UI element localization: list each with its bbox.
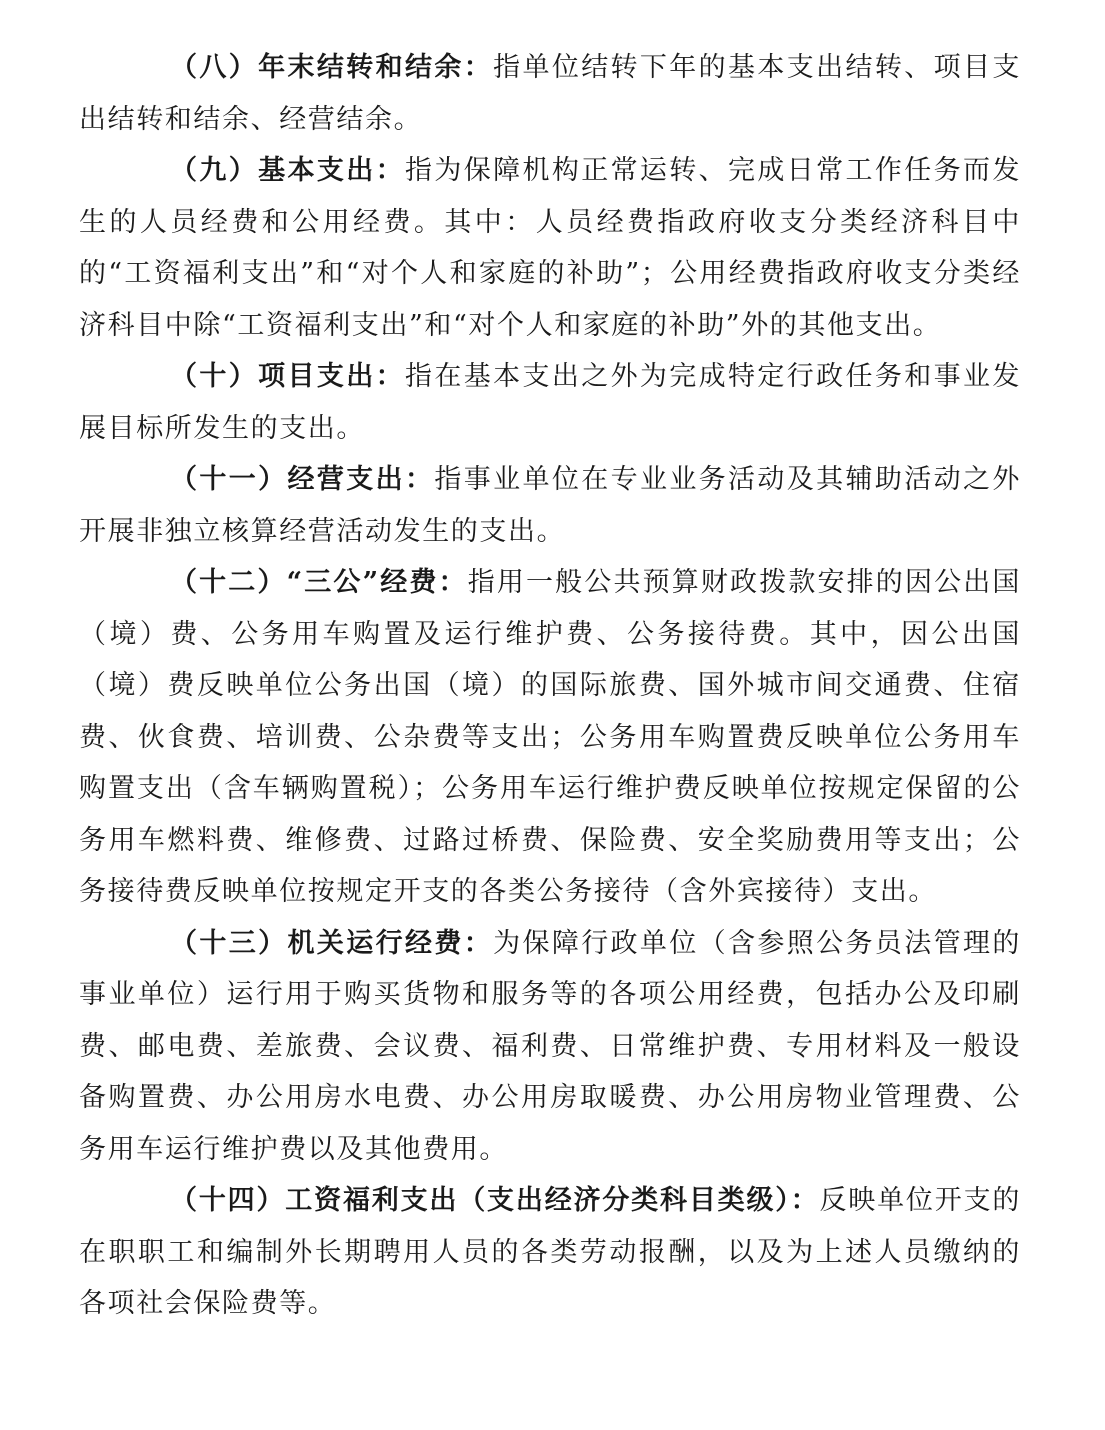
definition-year-end-carryover: 指单位结转下年的基本支出结转、项目支出结转和结余、经营结余。 [79, 52, 1021, 135]
definition-wages-welfare: 反映单位开支的在职职工和编制外长期聘用人员的各类劳动报酬，以及为上述人员缴纳的各项社会保险费等。 [79, 1185, 1021, 1319]
definition-agency-operating-funds: 为保障行政单位（含参照公务员法管理的事业单位）运行用于购买货物和服务等的各项公用经费，包括办公及印刷费、邮电费、差旅费、会议费、福利费、日常维护费、专用材料及一般设备购置费、办公用房水电费、办公用房取暖费、办公用房物业管理费、公务用车运行维护费以及其他费用。 [79, 927, 1021, 1165]
paragraph-agency-operating-funds [79, 918, 1021, 1176]
term-year-end-carryover: （八）年末结转和结余： [170, 52, 494, 83]
paragraph-project-expenditure [79, 351, 1021, 454]
definition-three-public-expenses: 指用一般公共预算财政拨款安排的因公出国（境）费、公务用车购置及运行维护费、公务接待费。其中，因公出国（境）费反映单位公务出国（境）的国际旅费、国外城市间交通费、住宿费、伙食费、培训费、公杂费等支出；公务用车购置费反映单位公务用车购置支出（含车辆购置税）；公务用车运行维护费反映单位按规定保留的公务用车燃料费、维修费、过路过桥费、保险费、安全奖励费用等支出；公务接待费反映单位按规定开支的各类公务接待（含外宾接待）支出。 [79, 567, 1021, 907]
document-page [79, 42, 1021, 1330]
definition-project-expenditure: 指在基本支出之外为完成特定行政任务和事业发展目标所发生的支出。 [79, 361, 1021, 444]
paragraph-operating-expenditure [79, 454, 1021, 557]
term-basic-expenditure: （九）基本支出： [170, 155, 405, 186]
term-wages-welfare: （十四）工资福利支出（支出经济分类科目类级）： [170, 1185, 820, 1216]
paragraph-wages-welfare [79, 1175, 1021, 1330]
term-three-public-expenses: （十二）“三公”经费： [170, 567, 468, 598]
definition-basic-expenditure: 指为保障机构正常运转、完成日常工作任务而发生的人员经费和公用经费。其中：人员经费指政府收支分类经济科目中的“工资福利支出”和“对个人和家庭的补助”；公用经费指政府收支分类经济科目中除“工资福利支出”和“对个人和家庭的补助”外的其他支出。 [79, 155, 1021, 341]
term-operating-expenditure: （十一）经营支出： [170, 464, 435, 495]
paragraph-basic-expenditure [79, 145, 1021, 351]
paragraph-three-public-expenses [79, 557, 1021, 918]
term-project-expenditure: （十）项目支出： [170, 361, 405, 392]
term-agency-operating-funds: （十三）机关运行经费： [170, 927, 494, 959]
paragraph-year-end-carryover [79, 42, 1021, 145]
definition-operating-expenditure: 指事业单位在专业业务活动及其辅助活动之外开展非独立核算经营活动发生的支出。 [79, 464, 1021, 547]
